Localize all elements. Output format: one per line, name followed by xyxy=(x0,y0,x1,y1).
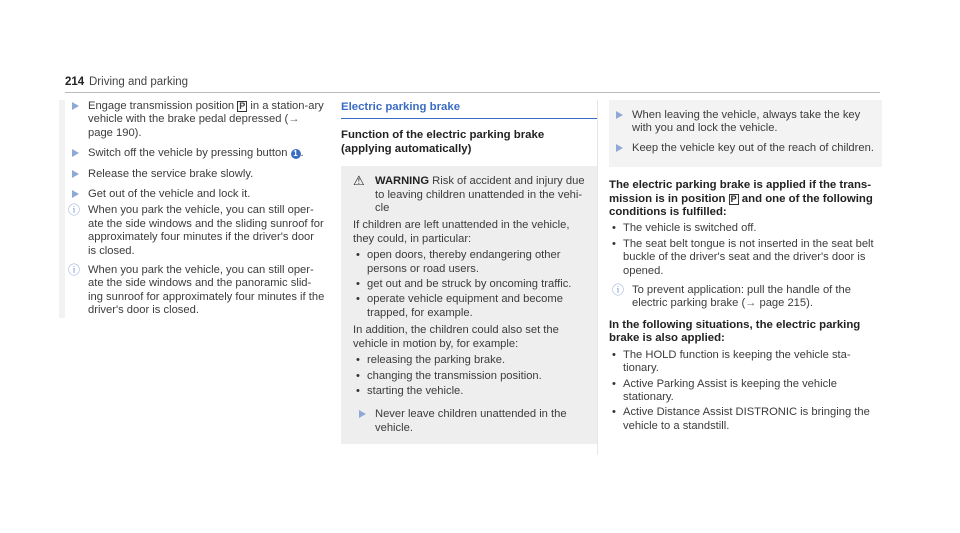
step-arrow-icon xyxy=(616,111,623,119)
warning-intro-2: In addition, the children could also set the vehicle in motion by, for example: xyxy=(353,324,559,350)
park-symbol-icon: P xyxy=(239,101,246,111)
warning-text: Risk of accident and injury due to leaving children unattended in the vehi-cle xyxy=(375,175,585,215)
list-item: • Active Parking Assist is keeping the vehicle stationary. xyxy=(609,378,882,405)
step-arrow-icon xyxy=(616,144,623,152)
warning-intro: If children are left unattended in the vehicle, they could, in particular: xyxy=(353,219,570,245)
list-item: • changing the transmission position. xyxy=(353,370,587,383)
list-item: • The vehicle is switched off. xyxy=(609,222,882,235)
section-heading: Electric parking brake xyxy=(341,101,597,119)
list-item: • starting the vehicle. xyxy=(353,385,587,398)
warning-box xyxy=(341,166,597,444)
warning-list-2 xyxy=(353,354,587,398)
warning-list xyxy=(353,249,587,320)
column-right xyxy=(609,100,882,437)
info-icon: ⓘ xyxy=(612,283,625,298)
column-middle xyxy=(341,100,597,450)
warning-step: Never leave children unattended in the vehicle. xyxy=(353,408,587,435)
list-item: • get out and be struck by oncoming traffic. xyxy=(353,278,587,291)
column-divider xyxy=(597,100,598,455)
park-symbol-icon: P xyxy=(730,193,737,204)
step-arrow-icon xyxy=(72,170,79,178)
steps-block xyxy=(59,100,325,318)
page-reference-link[interactable]: page 215). xyxy=(756,297,813,310)
section-title: Driving and parking xyxy=(89,76,189,88)
list-item: • The seat belt tongue is not inserted in the seat belt buckle of the driver's seat and the driver's door is opened. xyxy=(609,238,882,278)
reference-arrow-icon: → xyxy=(288,113,300,126)
warning-header xyxy=(353,175,587,215)
list-item: • open doors, thereby endangering other persons or road users. xyxy=(353,249,587,276)
step-engage-position: Engage transmission position P in a station-ary vehicle with the brake pedal depressed (→ page 190). xyxy=(65,100,325,140)
subsection-heading-applied: The electric parking brake is applied if the trans-mission is in position P and one of the following conditions is fulfilled: xyxy=(609,179,873,219)
note-prevent-application: ⓘ To prevent application: pull the handle of the electric parking brake (→ page 215). xyxy=(612,283,851,310)
step-arrow-icon xyxy=(359,410,366,418)
list-item: • Active Distance Assist DISTRONIC is bringing the vehicle to a standstill. xyxy=(609,406,882,433)
subsection-heading-situations: In the following situations, the electric parking brake is also applied: xyxy=(609,318,861,345)
page-reference-link[interactable]: page 190). xyxy=(88,126,142,139)
situations-list xyxy=(609,349,882,433)
button-number-badge: 1 xyxy=(291,149,301,159)
subsection-heading: Function of the electric parking brake (applying automatically) xyxy=(341,129,545,155)
info-icon: ⓘ xyxy=(68,263,81,278)
info-icon: ⓘ xyxy=(68,203,81,218)
step-take-key: When leaving the vehicle, always take the key with you and lock the vehicle. xyxy=(609,109,874,136)
list-item: • releasing the parking brake. xyxy=(353,354,587,367)
column-left xyxy=(65,100,325,324)
warning-triangle-icon: ⚠ xyxy=(353,173,365,189)
step-keep-key: Keep the vehicle key out of the reach of children. xyxy=(609,142,874,155)
step-switch-off: Switch off the vehicle by pressing button 1 . xyxy=(65,147,325,160)
conditions-list xyxy=(609,222,882,278)
step-arrow-icon xyxy=(72,102,79,110)
note-sliding-sunroof: ⓘ When you park the vehicle, you can still oper-ate the side windows and the sliding sunroof for approximately four minutes if the driver's door is closed. xyxy=(68,203,324,257)
reference-arrow-icon: → xyxy=(745,297,757,310)
page-header xyxy=(65,76,880,93)
step-get-out: Get out of the vehicle and lock it. xyxy=(65,188,325,201)
page-number: 214 xyxy=(65,76,85,88)
warning-continuation xyxy=(609,100,882,167)
step-arrow-icon xyxy=(72,149,79,157)
warning-label: WARNING xyxy=(375,175,430,188)
list-item: • The HOLD function is keeping the vehicle sta-tionary. xyxy=(609,349,882,376)
step-release-brake: Release the service brake slowly. xyxy=(65,168,325,181)
list-item: • operate vehicle equipment and become trapped, for example. xyxy=(353,293,587,320)
step-arrow-icon xyxy=(72,190,79,198)
note-panoramic-sunroof: ⓘ When you park the vehicle, you can still oper-ate the side windows and the panoramic slid-ing sunroof for approximately four minutes if the driver's door is closed. xyxy=(68,263,325,317)
